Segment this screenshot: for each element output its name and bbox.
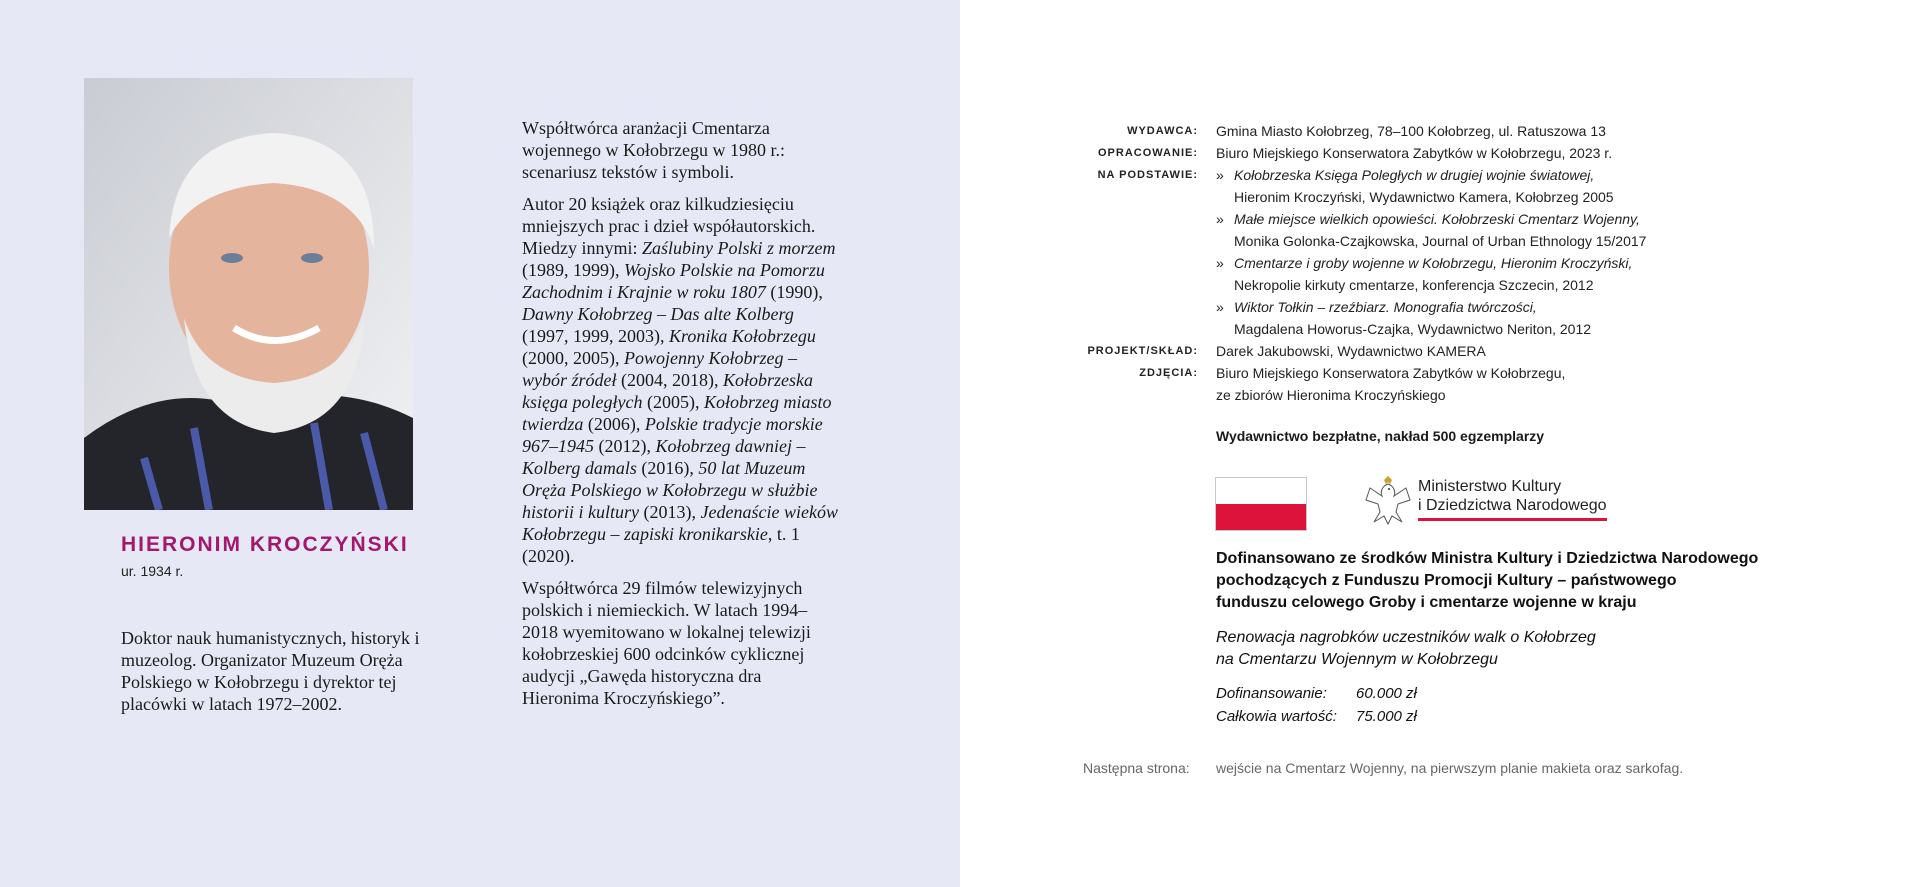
cofunding-value: 60.000 zł: [1356, 685, 1417, 702]
sources-list: [1216, 164, 1646, 340]
source-item: [1216, 164, 1646, 208]
funding-statement: [1216, 548, 1796, 614]
ministry-line1: Ministerstwo Kultury: [1418, 478, 1562, 495]
bullet-icon: »: [1216, 299, 1224, 315]
eagle-emblem-icon: [1362, 470, 1414, 528]
book-title: Zaślubiny Polski z morzem: [642, 238, 836, 258]
zdjecia-label: ZDJĘCIA:: [1139, 367, 1198, 379]
book-title: Kołobrzeg dawniej – Kolberg damals: [522, 436, 806, 478]
projekt-label: PROJEKT/SKŁAD:: [1087, 345, 1198, 357]
total-value-label: Całkowia wartość:: [1216, 708, 1337, 725]
book-title: Wojsko Polskie na Pomorzu Zachodnim i Krajnie w roku 1807: [522, 260, 825, 302]
book-title: 50 lat Muzeum Oręża Polskiego w Kołobrzegu w służbie historii i kultury: [522, 458, 818, 522]
next-page-note: [1083, 760, 1683, 776]
book-title: Polskie tradycje morskie 967–1945: [522, 414, 823, 456]
zdjecia-value-1: Biuro Miejskiego Konserwatora Zabytków w Kołobrzegu,: [1216, 365, 1566, 381]
source-details: Nekropolie kirkuty cmentarze, konferencja Szczecin, 2012: [1234, 277, 1594, 293]
next-page-text: wejście na Cmentarz Wojenny, na pierwszym planie makieta oraz sarkofag.: [1216, 760, 1684, 776]
bullet-icon: »: [1216, 211, 1224, 227]
source-item: [1216, 208, 1646, 252]
imprint: [1076, 120, 1646, 406]
zdjecia-value-2: ze zbiorów Hieronima Kroczyńskiego: [1216, 387, 1446, 403]
book-year: (2013),: [639, 502, 701, 522]
book-title: Jedenaście wieków Kołobrzegu – zapiski kronikarskie: [522, 502, 838, 544]
bio-text: Doktor nauk humanistycznych, historyk i muzeolog. Organizator Muzeum Oręża Polskiego w Kołobrzegu i dyrektor tej placówki w latach 1972–2002.: [121, 628, 420, 714]
funded-line1: Dofinansowano ze środków Ministra Kultury i Dziedzictwa Narodowego: [1216, 550, 1759, 567]
ministry-line2: i Dziedzictwa Narodowego: [1418, 497, 1607, 514]
ministry-logo: [1362, 470, 1607, 528]
book-title: Kronika Kołobrzegu: [669, 326, 816, 346]
cofunding-label: Dofinansowanie:: [1216, 685, 1327, 702]
funded-line3: funduszu celowego Groby i cmentarze wojenne w kraju: [1216, 594, 1637, 611]
book-year: (2005),: [642, 392, 704, 412]
person-name: HIERONIM KROCZYŃSKI: [121, 533, 409, 556]
projekt-value: Darek Jakubowski, Wydawnictwo KAMERA: [1216, 343, 1486, 359]
total-value: 75.000 zł: [1356, 708, 1417, 725]
funding-amounts: [1216, 682, 1417, 728]
opracowanie-label: OPRACOWANIE:: [1098, 147, 1198, 159]
free-copy-note: Wydawnictwo bezpłatne, nakład 500 egzemplarzy: [1216, 428, 1545, 444]
polish-flag: [1215, 477, 1307, 531]
source-title: Małe miejsce wielkich opowieści. Kołobrzeski Cmentarz Wojenny,: [1234, 211, 1640, 227]
book-year: (2016),: [636, 458, 699, 478]
books-intro: Autor 20 książek oraz kilkudziesięciu mniejszych prac i dzieł współautorskich. Miedzy innymi:: [522, 194, 816, 258]
book-title: Powojenny Kołobrzeg – wybór źródeł: [522, 348, 797, 390]
opracowanie-value: Biuro Miejskiego Konserwatora Zabytków w Kołobrzegu, 2023 r.: [1216, 145, 1613, 161]
paragraph-books: [522, 193, 842, 567]
book-year: (2000, 2005),: [522, 348, 624, 368]
portrait-photo: [84, 78, 413, 510]
project-title: [1216, 627, 1716, 671]
books-list: [522, 238, 838, 566]
bullet-icon: »: [1216, 167, 1224, 183]
book-year: (2012),: [594, 436, 656, 456]
book-year: (2004, 2018),: [616, 370, 723, 390]
book-title: Kołobrzeska księga poległych: [522, 370, 813, 412]
source-title: Wiktor Tołkin – rzeźbiarz. Monografia twórczości,: [1234, 299, 1537, 315]
wydawca-value: Gmina Miasto Kołobrzeg, 78–100 Kołobrzeg, ul. Ratuszowa 13: [1216, 123, 1606, 139]
paragraph-cemetery: Współtwórca aranżacji Cmentarza wojennego w Kołobrzegu w 1980 r.: scenariusz tekstów i symboli.: [522, 118, 785, 182]
book-year: (1990),: [765, 282, 823, 302]
book-year: (2006),: [583, 414, 645, 434]
book-year: , t. 1 (2020).: [522, 524, 800, 566]
funded-line2: pochodzących z Funduszu Promocji Kultury – państwowego: [1216, 572, 1677, 589]
book-year: (1989, 1999),: [522, 260, 624, 280]
project-line1: Renowacja nagrobków uczestników walk o Kołobrzeg: [1216, 629, 1596, 646]
next-page-label: Następna strona:: [1083, 760, 1190, 776]
source-title: Kołobrzeska Księga Poległych w drugiej wojnie światowej,: [1234, 167, 1595, 183]
bullet-icon: »: [1216, 255, 1224, 271]
paragraph-films: Współtwórca 29 filmów telewizyjnych polskich i niemieckich. W latach 1994–2018 wyemitowano w lokalnej telewizji kołobrzeskiej 600 odcinków cyklicznej audycji „Gawęda historyczna dra Hieronima Kroczyńskiego”.: [522, 578, 811, 708]
source-details: Monika Golonka-Czajkowska, Journal of Urban Ethnology 15/2017: [1234, 233, 1647, 249]
book-year: (1997, 1999, 2003),: [522, 326, 669, 346]
podstawa-label: NA PODSTAWIE:: [1097, 169, 1198, 181]
source-item: [1216, 296, 1646, 340]
biography-column: [522, 117, 842, 719]
source-title: Cmentarze i groby wojenne w Kołobrzegu, Hieronim Kroczyński,: [1234, 255, 1633, 271]
wydawca-label: WYDAWCA:: [1127, 125, 1198, 137]
project-line2: na Cmentarzu Wojennym w Kołobrzegu: [1216, 651, 1498, 668]
book-title: Dawny Kołobrzeg – Das alte Kolberg: [522, 304, 794, 324]
source-item: [1216, 252, 1646, 296]
book-title: Kołobrzeg miasto twierdza: [522, 392, 832, 434]
birth-year: ur. 1934 r.: [121, 563, 184, 579]
source-details: Hieronim Kroczyński, Wydawnictwo Kamera, Kołobrzeg 2005: [1234, 189, 1614, 205]
source-details: Magdalena Howorus-Czajka, Wydawnictwo Neriton, 2012: [1234, 321, 1592, 337]
